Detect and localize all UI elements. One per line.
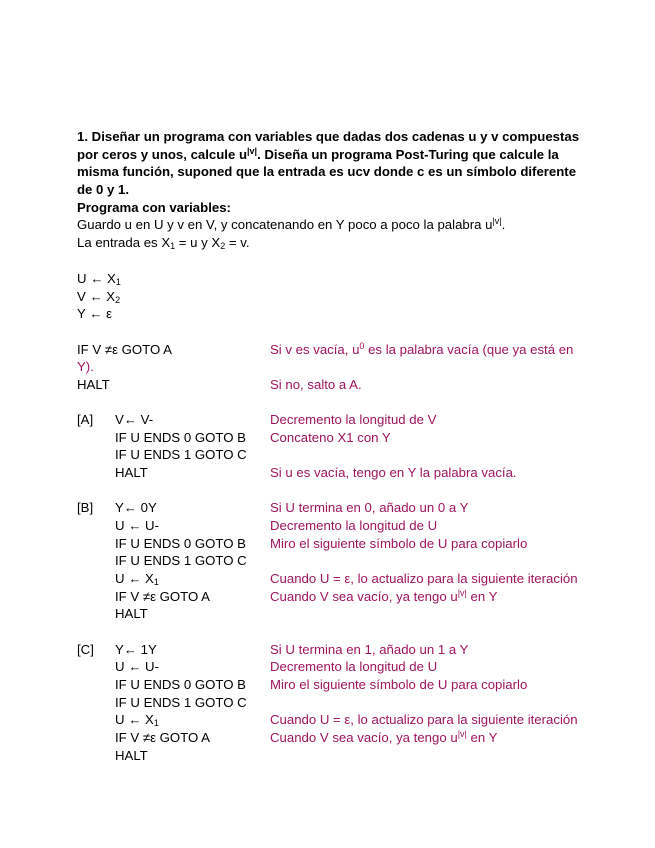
c-instr-5: U ← $X_1$ xyxy=(115,712,159,728)
a-comment-2: Concateno X1 con Y xyxy=(270,430,391,445)
c-instr-1: Y← 1Y xyxy=(115,642,157,657)
b-comment-5: Cuando U = ε, lo actualizo para la siguiente iteración xyxy=(270,571,578,586)
problem-statement: 1. Diseñar un programa con variables que dadas dos cadenas u y v compuestas por ceros y unos, calcule $u^{|v|}$. Diseña un programa Post-Turing que calcule la misma función, suponed que la entrada es ucv donde c es un símbolo diferente de 0 y 1. xyxy=(77,129,580,197)
intro-line-2: La entrada es $X_1 = u$ y $X_2 = v$. xyxy=(77,235,250,251)
b-instr-3: IF U ENDS 0 GOTO B xyxy=(115,536,246,551)
b-instr-7: HALT xyxy=(115,606,148,621)
c-comment-1: Si U termina en 1, añado un 1 a Y xyxy=(270,642,469,657)
a-instr-4: HALT xyxy=(115,465,148,480)
b-comment-3: Miro el siguiente símbolo de U para copiarlo xyxy=(270,536,528,551)
c-instr-3: IF U ENDS 0 GOTO B xyxy=(115,677,246,692)
main-comment-1: Si v es vacía, $u^0$ es la palabra vacía (que ya está en xyxy=(270,341,574,357)
b-instr-2: U ← U- xyxy=(115,518,159,533)
a-instr-3: IF U ENDS 1 GOTO C xyxy=(115,447,247,462)
init-line-1: U ← $X_1$ xyxy=(77,271,121,287)
main-comment-2: Si no, salto a A. xyxy=(270,377,362,392)
init-line-2: V ← $X_2$ xyxy=(77,289,121,305)
label-c: [C] xyxy=(77,642,94,657)
b-instr-5: U ← $X_1$ xyxy=(115,571,159,587)
section-title: Programa con variables: xyxy=(77,200,231,215)
b-instr-6: IF V ≠ε GOTO A xyxy=(115,589,210,604)
c-comment-3: Miro el siguiente símbolo de U para copiarlo xyxy=(270,677,528,692)
intro-line-1: Guardo u en U y v en V, y concatenando en Y poco a poco la palabra $u^{|v|}$. xyxy=(77,216,506,232)
b-comment-2: Decremento la longitud de U xyxy=(270,518,438,533)
c-instr-4: IF U ENDS 1 GOTO C xyxy=(115,695,247,710)
b-comment-6: Cuando V sea vacío, ya tengo $u^{|v|}$ en Y xyxy=(270,588,498,604)
a-comment-4: Si u es vacía, tengo en Y la palabra vacía. xyxy=(270,465,517,480)
c-comment-2: Decremento la longitud de U xyxy=(270,659,438,674)
a-instr-2: IF U ENDS 0 GOTO B xyxy=(115,430,246,445)
main-instr-2: HALT xyxy=(77,377,110,392)
main-comment-1-wrap: Y). xyxy=(77,359,94,374)
c-instr-6: IF V ≠ε GOTO A xyxy=(115,730,210,745)
c-comment-5: Cuando U = ε, lo actualizo para la siguiente iteración xyxy=(270,712,578,727)
a-instr-1: V← V- xyxy=(115,412,154,427)
c-instr-7: HALT xyxy=(115,748,148,763)
problem-number: 1. xyxy=(77,129,88,144)
label-a: [A] xyxy=(77,412,94,427)
c-instr-2: U ← U- xyxy=(115,659,159,674)
init-line-3: Y ← ε xyxy=(77,306,112,321)
label-b: [B] xyxy=(77,500,94,515)
b-instr-1: Y← 0Y xyxy=(115,500,157,515)
main-instr-1: IF V ≠ε GOTO A xyxy=(77,342,172,357)
b-instr-4: IF U ENDS 1 GOTO C xyxy=(115,553,247,568)
c-comment-6: Cuando V sea vacío, ya tengo $u^{|v|}$ en Y xyxy=(270,729,498,745)
a-comment-1: Decremento la longitud de V xyxy=(270,412,437,427)
b-comment-1: Si U termina en 0, añado un 0 a Y xyxy=(270,500,469,515)
